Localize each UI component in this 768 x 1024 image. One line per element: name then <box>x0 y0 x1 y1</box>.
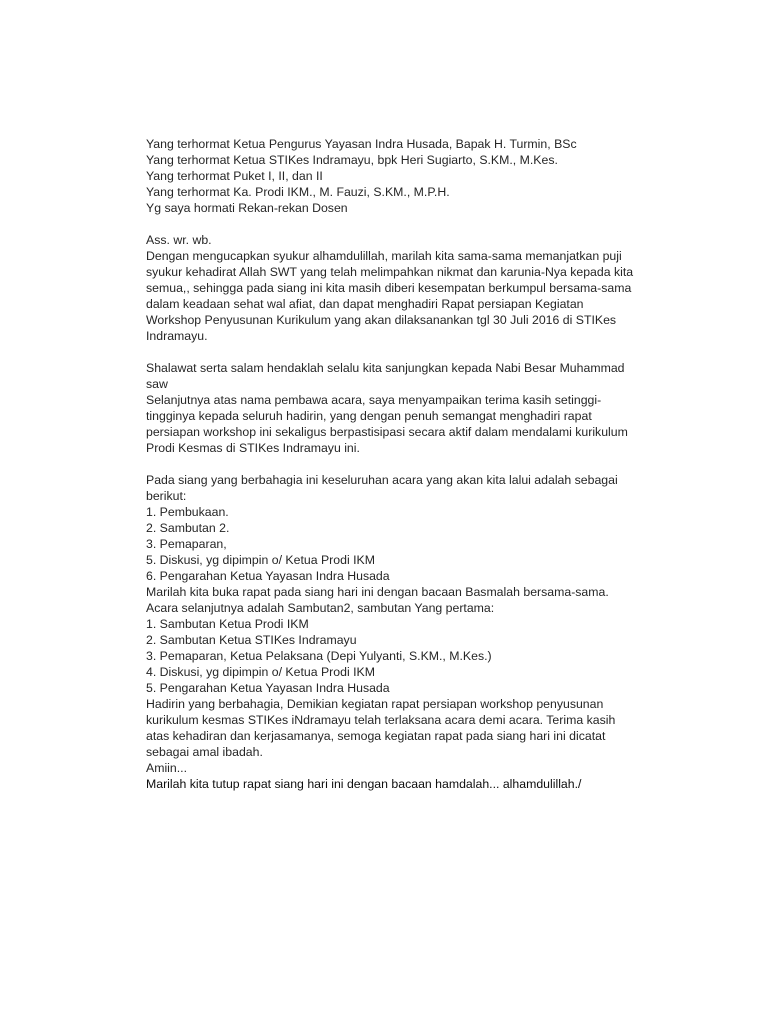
opening-line: Workshop Penyusunan Kurikulum yang akan dilaksanankan tgl 30 Juli 2016 di STIKes <box>146 313 617 327</box>
sambutan-item: 2. Sambutan Ketua STIKes Indramayu <box>146 633 357 647</box>
agenda-item: 3. Pemaparan, <box>146 537 227 551</box>
salutation: Ass. wr. wb. <box>146 233 212 247</box>
shalawat-line: Selanjutnya atas nama pembawa acara, saya menyampaikan terima kasih setinggi- <box>146 393 602 407</box>
paragraph-gap <box>146 456 666 472</box>
closing-line: sebagai amal ibadah. <box>146 745 263 759</box>
agenda-intro: Pada siang yang berbahagia ini keseluruhan acara yang akan kita lalui adalah sebagai <box>146 473 618 487</box>
opening-line: Dengan mengucapkan syukur alhamdulillah, marilah kita sama-sama memanjatkan puji <box>146 249 622 263</box>
agenda-intro: berikut: <box>146 489 187 503</box>
shalawat-block <box>146 360 666 456</box>
greeting-line: Yang terhormat Ketua STIKes Indramayu, bpk Heri Sugiarto, S.KM., M.Kes. <box>146 153 558 167</box>
paragraph-gap <box>146 216 666 232</box>
greeting-line: Yang terhormat Puket I, II, dan II <box>146 169 323 183</box>
shalawat-line: saw <box>146 377 168 391</box>
greeting-line: Yang terhormat Ketua Pengurus Yayasan Indra Husada, Bapak H. Turmin, BSc <box>146 137 577 151</box>
shalawat-line: persiapan workshop ini sekaligus berpastisipasi secara aktif dalam mendalami kurikulum <box>146 425 628 439</box>
shalawat-line: Shalawat serta salam hendaklah selalu kita sanjungkan kepada Nabi Besar Muhammad <box>146 361 625 375</box>
sambutan-item: 1. Sambutan Ketua Prodi IKM <box>146 617 309 631</box>
greeting-line: Yg saya hormati Rekan-rekan Dosen <box>146 201 348 215</box>
shalawat-line: Prodi Kesmas di STIKes Indramayu ini. <box>146 441 360 455</box>
greeting-line: Yang terhormat Ka. Prodi IKM., M. Fauzi, S.KM., M.P.H. <box>146 185 450 199</box>
agenda-line: Marilah kita buka rapat pada siang hari ini dengan bacaan Basmalah bersama-sama. <box>146 585 609 599</box>
agenda-item: 6. Pengarahan Ketua Yayasan Indra Husada <box>146 569 390 583</box>
amiin-line: Amiin... <box>146 761 187 775</box>
document-body <box>146 136 666 792</box>
greetings-block <box>146 136 666 216</box>
closing-line: atas kehadiran dan kerjasamanya, semoga kegiatan rapat pada siang hari ini dicatat <box>146 729 606 743</box>
shalawat-line: tingginya kepada seluruh hadirin, yang dengan penuh semangat menghadiri rapat <box>146 409 592 423</box>
agenda-item: 1. Pembukaan. <box>146 505 229 519</box>
opening-line: semua,, sehingga pada siang ini kita masih diberi kesempatan berkumpul bersama-sama <box>146 281 632 295</box>
closing-line: kurikulum kesmas STIKes iNdramayu telah terlaksana acara demi acara. Terima kasih <box>146 713 616 727</box>
agenda-line: Acara selanjutnya adalah Sambutan2, sambutan Yang pertama: <box>146 601 495 615</box>
agenda-item: 5. Diskusi, yg dipimpin o/ Ketua Prodi IKM <box>146 553 375 567</box>
final-line: Marilah kita tutup rapat siang hari ini dengan bacaan hamdalah... alhamdulillah./ <box>146 777 582 791</box>
opening-line: dalam keadaan sehat wal afiat, dan dapat menghadiri Rapat persiapan Kegiatan <box>146 297 584 311</box>
sambutan-item: 3. Pemaparan, Ketua Pelaksana (Depi Yulyanti, S.KM., M.Kes.) <box>146 649 492 663</box>
opening-line: Indramayu. <box>146 329 208 343</box>
opening-block <box>146 232 666 344</box>
agenda-block <box>146 472 666 792</box>
closing-line: Hadirin yang berbahagia, Demikian kegiatan rapat persiapan workshop penyusunan <box>146 697 604 711</box>
sambutan-item: 5. Pengarahan Ketua Yayasan Indra Husada <box>146 681 390 695</box>
paragraph-gap <box>146 344 666 360</box>
agenda-item: 2. Sambutan 2. <box>146 521 230 535</box>
sambutan-item: 4. Diskusi, yg dipimpin o/ Ketua Prodi IKM <box>146 665 375 679</box>
opening-line: syukur kehadirat Allah SWT yang telah melimpahkan nikmat dan karunia-Nya kepada kita <box>146 265 634 279</box>
